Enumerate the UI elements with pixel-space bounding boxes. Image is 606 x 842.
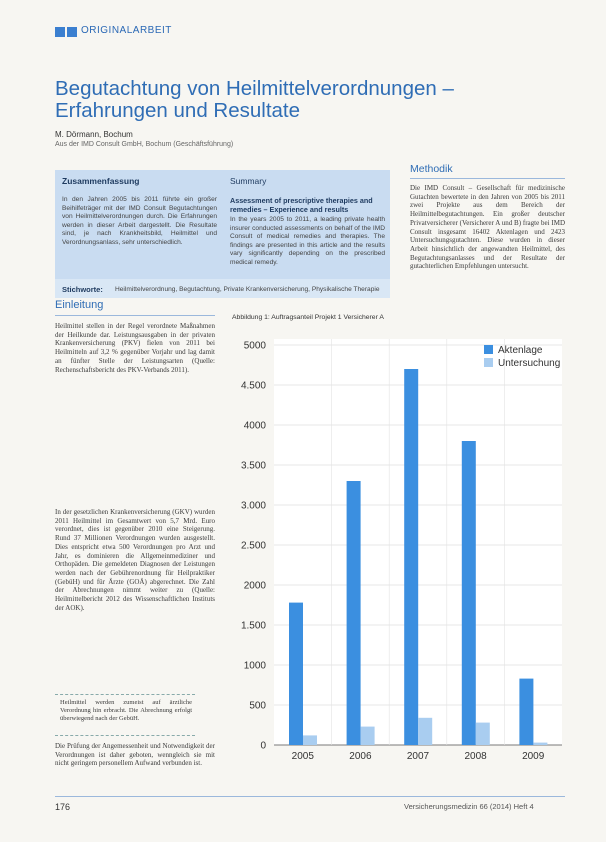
y-tick-label: 2.500 [240,540,266,552]
abstract-en-subheading: Assessment of prescriptive therapies and remedies – Experience and results [230,196,373,214]
bar-untersuchung-2007 [418,718,432,745]
y-tick-label: 4000 [243,420,266,432]
y-tick-label: 5000 [243,340,266,352]
intro-rule [55,315,215,316]
journal-citation: Versicherungsmedizin 66 (2014) Heft 4 [404,802,534,811]
keywords-label: Stichworte: [62,285,103,294]
bar-aktenlage-2007 [404,369,418,745]
intro-heading: Einleitung [55,299,104,311]
x-tick-label: 2007 [406,751,430,762]
legend-swatch [484,345,493,354]
bar-aktenlage-2005 [289,603,303,745]
header-square-icon [55,27,65,37]
y-tick-label: 1.500 [240,620,266,632]
intro-paragraph-3: Die Prüfung der Angemessenheit und Notwendigkeit der Verordnungen ist daher geboten, wenngleich sie mit nicht geringem personellem Aufwand verbunden ist. [55,742,215,768]
bar-untersuchung-2008 [476,723,490,745]
bar-chart [232,325,565,770]
author: M. Dörmann, Bochum [55,130,133,139]
y-tick-label: 3.500 [240,460,266,472]
y-tick-label: 2000 [243,580,266,592]
intro-paragraph-2: In der gesetzlichen Krankenversicherung (GKV) wurden 2011 Heilmittel im Gesamtwert von 5,7 Mrd. Euro verordnet, dies ist gegenüber 2010 eine Steigerung. Rund 37 Millionen Verordnungen wurden ausgestellt. Dies entspricht etwa 500 Verordnungen pro Arzt und Jahr, es dominieren die Allgemeinmediziner und Orthopäden. Die gemeldeten Diagnosen der Leistungen werden nach der Gebührenordnung für Heilpraktiker (GebüH) und für Ärzte (GOÄ) abgerechnet. Die Zahl der Abrechnungen nimmt weiter zu (Quelle: Heilmittelbericht 2012 des Wissenschaftlichen Instituts der AOK). [55,508,215,612]
abstract-en-text: In the years 2005 to 2011, a leading private health insurer conducted assessments on behalf of the IMD Consult of medical remedies and therapies. The findings are presented in this article and the results vary significantly depending on the prescribed medical remedy. [230,216,385,266]
bar-aktenlage-2009 [519,679,533,745]
y-tick-label: 0 [260,740,266,752]
y-tick-label: 500 [249,700,266,712]
abstract-de-heading: Zusammenfassung [62,176,140,186]
header-square-icon [67,27,77,37]
section-label: ORIGINALARBEIT [81,25,172,36]
chart-title: Abbildung 1: Auftragsanteil Projekt 1 Versicherer A [232,314,384,321]
y-tick-label: 3.000 [240,500,266,512]
method-heading: Methodik [410,163,453,175]
legend-swatch [484,358,493,367]
page-number: 176 [55,802,71,812]
method-paragraph-1: Die IMD Consult – Gesellschaft für medizinische Gutachten bewertete in den Jahren von 2005 bis 2011 zwei Projekte aus dem Bereich der Heilmittelbegutachtungen. Ein großer deutscher Privatversicherer (Versicherer A und B) fragte bei IMD Consult insgesamt 16402 Aktenlagen und 2423 Untersuchungsgutachten. Diese wurden in dieser Arbeit hinsichtlich der angewandten Heilmittel, des Begutachtungsanlasses und der Resultate der gutachterlichen Empfehlungen untersucht. [410,184,565,271]
intro-paragraph-1: Heilmittel stellen in der Regel verordnete Maßnahmen der Heilkunde dar. Leistungsausgaben in der privaten Krankenversicherung (PKV) fielen von 2011 bei Heilmitteln auf 3,2 % gegenüber Vorjahr und lag damit an fünfter Stelle der Leistungsarten (Quelle: Rechenschaftsbericht des PKV-Verbands 2011). [55,322,215,374]
note-text: Heilmittel werden zumeist auf ärztliche Verordnung hin erbracht. Die Abrechnung erfolgt überwiegend nach der GebüH. [60,699,192,722]
method-rule [410,178,565,179]
x-tick-label: 2009 [522,751,545,762]
x-tick-label: 2005 [291,751,314,762]
article-title: Begutachtung von Heilmittelverordnungen – Erfahrungen und Resultate [55,77,454,122]
y-tick-label: 4.500 [240,380,266,392]
bar-untersuchung-2006 [361,727,375,745]
abstract-de-text: In den Jahren 2005 bis 2011 führte ein großer Beihilfeträger mit der IMD Consult Begutachtungen von Heilmittelverordnungen durch. Die Erfahrungen werden in dieser Arbeit dargestellt. Die Resultate sind, je nach Krankheitsbild, Heilmittel und Verordnungsanlass, sehr unterschiedlich. [62,196,217,246]
x-tick-label: 2008 [464,751,487,762]
legend-label: Aktenlage [498,345,543,356]
bar-untersuchung-2009 [533,743,547,745]
abstract-en-heading: Summary [230,176,267,186]
footer-rule [55,796,565,797]
keywords-text: Heilmittelverordnung, Begutachtung, Private Krankenversicherung, Physikalische Therapie [115,286,380,293]
y-tick-label: 1000 [243,660,266,672]
legend-label: Untersuchung [498,358,561,369]
affiliation: Aus der IMD Consult GmbH, Bochum (Geschäftsführung) [55,141,234,148]
x-tick-label: 2006 [349,751,372,762]
bar-untersuchung-2005 [303,735,317,745]
bar-aktenlage-2008 [462,441,476,745]
bar-aktenlage-2006 [347,481,361,745]
